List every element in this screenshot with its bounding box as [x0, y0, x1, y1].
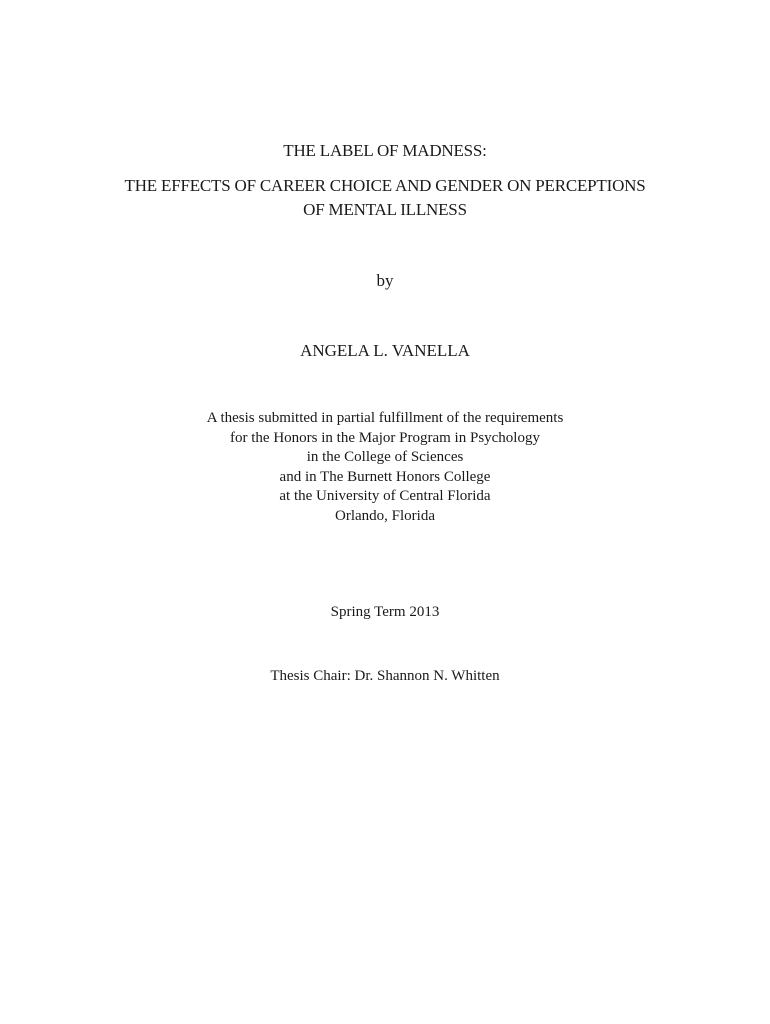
statement-line-4: and in The Burnett Honors College [279, 469, 491, 485]
statement-line-3: in the College of Sciences [306, 449, 464, 465]
thesis-chair: Thesis Chair: Dr. Shannon N. Whitten [270, 668, 500, 684]
title-line-2: THE EFFECTS OF CAREER CHOICE AND GENDER ON PERCEPTIONS [124, 176, 646, 195]
term-label: Spring Term 2013 [330, 604, 440, 620]
statement-line-2: for the Honors in the Major Program in Psychology [230, 430, 540, 446]
statement-line-1: A thesis submitted in partial fulfillment of the requirements [206, 410, 564, 426]
by-label: by [376, 271, 394, 290]
author-name: ANGELA L. VANELLA [300, 341, 470, 360]
statement-line-6: Orlando, Florida [335, 508, 435, 524]
statement-line-5: at the University of Central Florida [279, 488, 491, 504]
title-line-1: THE LABEL OF MADNESS: [283, 141, 487, 160]
title-line-3: OF MENTAL ILLNESS [303, 200, 467, 219]
